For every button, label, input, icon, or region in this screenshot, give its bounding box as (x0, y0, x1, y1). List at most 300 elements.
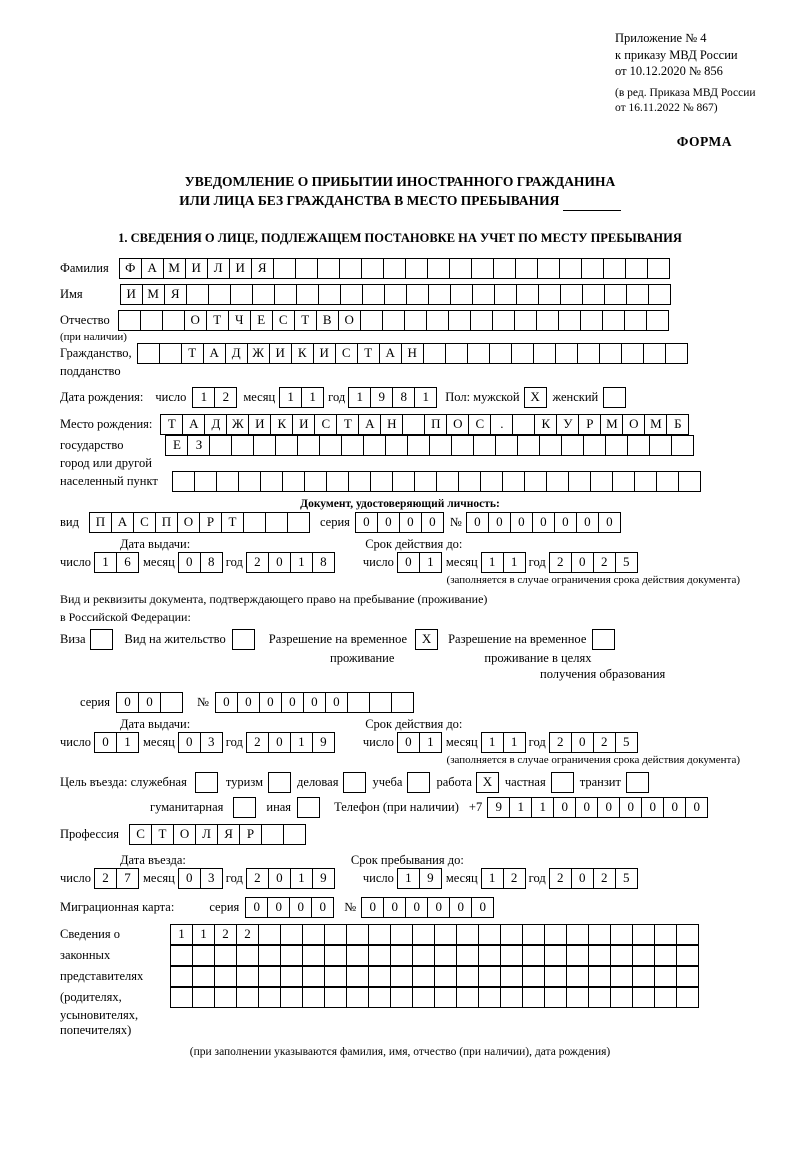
cell[interactable] (544, 945, 567, 966)
cell[interactable] (340, 284, 363, 305)
cell[interactable] (478, 966, 501, 987)
cell[interactable] (583, 435, 606, 456)
cell[interactable]: Ф (119, 258, 142, 279)
cell[interactable]: А (182, 414, 205, 435)
cell[interactable]: 0 (178, 868, 201, 889)
cell[interactable] (605, 435, 628, 456)
cell[interactable]: 2 (549, 732, 572, 753)
checkbox-purpose-private[interactable] (551, 772, 574, 793)
cell[interactable] (230, 284, 253, 305)
cell[interactable] (625, 258, 648, 279)
cell[interactable] (319, 435, 342, 456)
cell[interactable] (260, 471, 283, 492)
cell[interactable] (362, 284, 385, 305)
field-mig-number[interactable] (361, 897, 494, 918)
field-stay-year[interactable] (549, 868, 638, 889)
cell[interactable] (656, 471, 679, 492)
cell[interactable]: С (272, 310, 295, 331)
cell[interactable]: 2 (214, 924, 237, 945)
cell[interactable] (643, 343, 666, 364)
cell[interactable]: Т (294, 310, 317, 331)
cell[interactable]: 0 (268, 732, 291, 753)
cell[interactable]: 0 (116, 692, 139, 713)
cell[interactable] (560, 284, 583, 305)
field-birthplace-row-3[interactable] (172, 471, 701, 492)
cell[interactable]: 9 (312, 732, 335, 753)
cell[interactable]: А (111, 512, 134, 533)
cell[interactable]: 1 (503, 552, 526, 573)
cell[interactable] (324, 924, 347, 945)
cell[interactable] (172, 471, 195, 492)
cell[interactable] (414, 471, 437, 492)
cell[interactable] (581, 258, 604, 279)
field-permit-issue-day[interactable] (94, 732, 139, 753)
cell[interactable] (602, 310, 625, 331)
cell[interactable]: Н (401, 343, 424, 364)
cell[interactable] (555, 343, 578, 364)
cell[interactable]: 0 (138, 692, 161, 713)
cell[interactable] (489, 343, 512, 364)
cell[interactable]: 3 (200, 868, 223, 889)
cell[interactable]: 0 (268, 868, 291, 889)
cell[interactable] (522, 945, 545, 966)
cell[interactable]: С (133, 512, 156, 533)
field-permit-number[interactable] (215, 692, 414, 713)
cell[interactable]: 0 (311, 897, 334, 918)
cell[interactable] (467, 343, 490, 364)
cell[interactable] (478, 945, 501, 966)
cell[interactable] (265, 512, 288, 533)
cell[interactable] (137, 343, 160, 364)
field-permit-valid-day[interactable] (397, 732, 442, 753)
cell[interactable] (559, 258, 582, 279)
cell[interactable]: 0 (259, 692, 282, 713)
cell[interactable]: 0 (178, 732, 201, 753)
cell[interactable]: 0 (383, 897, 406, 918)
cell[interactable] (412, 987, 435, 1008)
field-entry-day[interactable] (94, 868, 139, 889)
cell[interactable] (590, 471, 613, 492)
cell[interactable]: 9 (487, 797, 510, 818)
cell[interactable] (434, 987, 457, 1008)
cell[interactable]: 2 (246, 868, 269, 889)
cell[interactable] (318, 284, 341, 305)
cell[interactable] (282, 471, 305, 492)
cell[interactable] (480, 471, 503, 492)
checkbox-temp-residence[interactable]: Х (415, 629, 438, 650)
cell[interactable]: 0 (94, 732, 117, 753)
checkbox-purpose-transit[interactable] (626, 772, 649, 793)
cell[interactable] (544, 987, 567, 1008)
cell[interactable]: И (229, 258, 252, 279)
cell[interactable] (495, 435, 518, 456)
cell[interactable]: И (292, 414, 315, 435)
cell[interactable] (515, 258, 538, 279)
checkbox-purpose-study[interactable] (407, 772, 430, 793)
cell[interactable] (407, 435, 430, 456)
cell[interactable]: 0 (488, 512, 511, 533)
cell[interactable]: В (316, 310, 339, 331)
field-issue-day[interactable] (94, 552, 139, 573)
cell[interactable]: 0 (427, 897, 450, 918)
cell[interactable] (370, 471, 393, 492)
cell[interactable] (603, 258, 626, 279)
cell[interactable] (253, 435, 276, 456)
cell[interactable]: П (155, 512, 178, 533)
cell[interactable]: 0 (598, 512, 621, 533)
cell[interactable] (588, 987, 611, 1008)
cell[interactable] (610, 945, 633, 966)
cell[interactable]: Ж (247, 343, 270, 364)
cell[interactable]: 0 (289, 897, 312, 918)
cell[interactable]: Л (195, 824, 218, 845)
cell[interactable] (473, 435, 496, 456)
cell[interactable]: 0 (377, 512, 400, 533)
cell[interactable] (434, 924, 457, 945)
cell[interactable] (159, 343, 182, 364)
cell[interactable] (186, 284, 209, 305)
cell[interactable]: 0 (663, 797, 686, 818)
cell[interactable] (654, 987, 677, 1008)
cell[interactable]: 1 (290, 868, 313, 889)
cell[interactable]: 0 (571, 868, 594, 889)
cell[interactable] (610, 987, 633, 1008)
field-citizenship[interactable] (137, 343, 688, 364)
cell[interactable] (363, 435, 386, 456)
cell[interactable] (678, 471, 701, 492)
cell[interactable]: 0 (553, 797, 576, 818)
cell[interactable]: 0 (532, 512, 555, 533)
cell[interactable] (302, 987, 325, 1008)
cell[interactable] (632, 966, 655, 987)
cell[interactable] (287, 512, 310, 533)
cell[interactable] (436, 471, 459, 492)
cell[interactable] (243, 512, 266, 533)
cell[interactable]: Ч (228, 310, 251, 331)
cell[interactable]: 1 (481, 868, 504, 889)
cell[interactable]: 0 (355, 512, 378, 533)
cell[interactable]: Д (225, 343, 248, 364)
cell[interactable]: П (89, 512, 112, 533)
cell[interactable]: 5 (615, 732, 638, 753)
cell[interactable] (522, 924, 545, 945)
cell[interactable] (632, 987, 655, 1008)
cell[interactable] (434, 966, 457, 987)
cell[interactable]: К (270, 414, 293, 435)
cell[interactable]: О (622, 414, 645, 435)
field-birth-month[interactable] (279, 387, 324, 408)
cell[interactable] (450, 284, 473, 305)
cell[interactable]: 2 (503, 868, 526, 889)
cell[interactable]: 7 (116, 868, 139, 889)
cell[interactable]: О (177, 512, 200, 533)
cell[interactable] (280, 966, 303, 987)
field-issue-year[interactable] (246, 552, 335, 573)
cell[interactable] (566, 924, 589, 945)
cell[interactable] (665, 343, 688, 364)
checkbox-purpose-official[interactable] (195, 772, 218, 793)
cell[interactable] (360, 310, 383, 331)
checkbox-visa[interactable] (90, 629, 113, 650)
cell[interactable]: Е (250, 310, 273, 331)
cell[interactable] (405, 258, 428, 279)
cell[interactable] (231, 435, 254, 456)
field-permit-valid-month[interactable] (481, 732, 526, 753)
cell[interactable] (324, 966, 347, 987)
cell[interactable] (208, 284, 231, 305)
field-birthplace-row-1[interactable] (160, 414, 689, 435)
checkbox-residence[interactable] (232, 629, 255, 650)
cell[interactable]: 2 (236, 924, 259, 945)
cell[interactable] (621, 343, 644, 364)
cell[interactable] (470, 310, 493, 331)
cell[interactable] (392, 471, 415, 492)
cell[interactable] (216, 471, 239, 492)
cell[interactable] (566, 966, 589, 987)
cell[interactable]: 3 (200, 732, 223, 753)
cell[interactable]: 0 (571, 552, 594, 573)
cell[interactable] (500, 924, 523, 945)
cell[interactable] (648, 284, 671, 305)
cell[interactable]: 1 (290, 552, 313, 573)
cell[interactable]: 0 (471, 897, 494, 918)
cell[interactable] (384, 284, 407, 305)
cell[interactable] (492, 310, 515, 331)
cell[interactable]: Т (221, 512, 244, 533)
cell[interactable] (236, 945, 259, 966)
cell[interactable] (383, 258, 406, 279)
cell[interactable]: Д (204, 414, 227, 435)
cell[interactable] (458, 471, 481, 492)
field-entry-year[interactable] (246, 868, 335, 889)
cell[interactable] (445, 343, 468, 364)
cell[interactable] (449, 258, 472, 279)
cell[interactable] (238, 471, 261, 492)
cell[interactable]: 0 (399, 512, 422, 533)
cell[interactable]: Я (217, 824, 240, 845)
checkbox-purpose-business[interactable] (343, 772, 366, 793)
cell[interactable]: 1 (192, 924, 215, 945)
field-legal-rep-row-4[interactable] (170, 987, 699, 1008)
cell[interactable] (566, 987, 589, 1008)
cell[interactable] (627, 435, 650, 456)
cell[interactable]: Б (666, 414, 689, 435)
cell[interactable]: 1 (397, 868, 420, 889)
cell[interactable]: О (184, 310, 207, 331)
cell[interactable] (646, 310, 669, 331)
cell[interactable] (369, 692, 392, 713)
cell[interactable] (170, 945, 193, 966)
cell[interactable] (429, 435, 452, 456)
cell[interactable]: 5 (615, 868, 638, 889)
field-permit-issue-month[interactable] (178, 732, 223, 753)
cell[interactable]: 2 (246, 552, 269, 573)
cell[interactable]: 6 (116, 552, 139, 573)
field-legal-rep-row-3[interactable] (170, 966, 699, 987)
cell[interactable]: 2 (94, 868, 117, 889)
cell[interactable] (390, 924, 413, 945)
checkbox-purpose-humanitarian[interactable] (233, 797, 256, 818)
cell[interactable]: 0 (361, 897, 384, 918)
cell[interactable] (390, 945, 413, 966)
cell[interactable] (162, 310, 185, 331)
cell[interactable]: 2 (214, 387, 237, 408)
cell[interactable] (326, 471, 349, 492)
cell[interactable]: 0 (397, 732, 420, 753)
cell[interactable]: 1 (419, 552, 442, 573)
cell[interactable] (676, 945, 699, 966)
cell[interactable] (346, 966, 369, 987)
cell[interactable] (295, 258, 318, 279)
cell[interactable]: 0 (405, 897, 428, 918)
field-entry-month[interactable] (178, 868, 223, 889)
cell[interactable]: 1 (509, 797, 532, 818)
cell[interactable]: С (314, 414, 337, 435)
field-stay-month[interactable] (481, 868, 526, 889)
cell[interactable] (517, 435, 540, 456)
cell[interactable] (539, 435, 562, 456)
cell[interactable]: О (338, 310, 361, 331)
cell[interactable]: 9 (312, 868, 335, 889)
cell[interactable] (533, 343, 556, 364)
cell[interactable]: А (141, 258, 164, 279)
cell[interactable]: 0 (215, 692, 238, 713)
cell[interactable]: 1 (279, 387, 302, 408)
cell[interactable] (304, 471, 327, 492)
cell[interactable]: К (291, 343, 314, 364)
cell[interactable]: 0 (449, 897, 472, 918)
cell[interactable] (391, 692, 414, 713)
cell[interactable] (612, 471, 635, 492)
cell[interactable] (588, 924, 611, 945)
cell[interactable]: 1 (94, 552, 117, 573)
cell[interactable] (478, 924, 501, 945)
cell[interactable] (493, 258, 516, 279)
cell[interactable]: Н (380, 414, 403, 435)
cell[interactable]: Р (239, 824, 262, 845)
cell[interactable] (258, 966, 281, 987)
cell[interactable]: 1 (170, 924, 193, 945)
cell[interactable]: 0 (466, 512, 489, 533)
cell[interactable]: 1 (116, 732, 139, 753)
cell[interactable]: М (142, 284, 165, 305)
cell[interactable]: 2 (246, 732, 269, 753)
cell[interactable] (404, 310, 427, 331)
cell[interactable] (610, 966, 633, 987)
cell[interactable] (544, 924, 567, 945)
checkbox-purpose-work[interactable]: Х (476, 772, 499, 793)
cell[interactable] (346, 987, 369, 1008)
cell[interactable]: О (446, 414, 469, 435)
cell[interactable] (500, 945, 523, 966)
cell[interactable] (538, 284, 561, 305)
cell[interactable]: 0 (571, 732, 594, 753)
cell[interactable]: Т (357, 343, 380, 364)
cell[interactable] (382, 310, 405, 331)
cell[interactable] (390, 987, 413, 1008)
cell[interactable]: 2 (593, 732, 616, 753)
cell[interactable] (647, 258, 670, 279)
cell[interactable]: Р (578, 414, 601, 435)
cell[interactable]: А (379, 343, 402, 364)
field-legal-rep-row-2[interactable] (170, 945, 699, 966)
cell[interactable] (676, 966, 699, 987)
field-doc-type[interactable] (89, 512, 310, 533)
cell[interactable] (537, 258, 560, 279)
field-phone[interactable] (487, 797, 708, 818)
cell[interactable]: 1 (503, 732, 526, 753)
cell[interactable] (522, 966, 545, 987)
cell[interactable]: Р (199, 512, 222, 533)
checkbox-male[interactable]: Х (524, 387, 547, 408)
cell[interactable] (544, 966, 567, 987)
cell[interactable] (192, 966, 215, 987)
cell[interactable]: С (468, 414, 491, 435)
cell[interactable] (296, 284, 319, 305)
cell[interactable]: А (203, 343, 226, 364)
cell[interactable] (654, 966, 677, 987)
field-profession[interactable] (129, 824, 306, 845)
cell[interactable] (472, 284, 495, 305)
cell[interactable] (302, 924, 325, 945)
cell[interactable] (209, 435, 232, 456)
cell[interactable]: С (335, 343, 358, 364)
cell[interactable] (654, 945, 677, 966)
cell[interactable] (170, 987, 193, 1008)
cell[interactable]: 1 (531, 797, 554, 818)
field-doc-number[interactable] (466, 512, 621, 533)
cell[interactable]: 0 (554, 512, 577, 533)
cell[interactable]: 0 (421, 512, 444, 533)
cell[interactable] (511, 343, 534, 364)
cell[interactable] (676, 987, 699, 1008)
cell[interactable] (258, 924, 281, 945)
cell[interactable] (634, 471, 657, 492)
cell[interactable]: И (313, 343, 336, 364)
cell[interactable] (302, 966, 325, 987)
cell[interactable] (649, 435, 672, 456)
cell[interactable] (423, 343, 446, 364)
cell[interactable] (346, 945, 369, 966)
cell[interactable] (536, 310, 559, 331)
cell[interactable] (512, 414, 535, 435)
cell[interactable] (494, 284, 517, 305)
cell[interactable] (654, 924, 677, 945)
cell[interactable]: 2 (549, 868, 572, 889)
cell[interactable] (577, 343, 600, 364)
field-birth-day[interactable] (192, 387, 237, 408)
cell[interactable] (160, 692, 183, 713)
cell[interactable]: 0 (641, 797, 664, 818)
cell[interactable]: У (556, 414, 579, 435)
cell[interactable] (624, 310, 647, 331)
cell[interactable]: 0 (576, 512, 599, 533)
cell[interactable] (275, 435, 298, 456)
cell[interactable]: 1 (481, 552, 504, 573)
cell[interactable] (502, 471, 525, 492)
field-patronymic[interactable] (118, 310, 669, 331)
cell[interactable] (258, 945, 281, 966)
field-legal-rep-row-1[interactable] (170, 924, 699, 945)
cell[interactable] (347, 692, 370, 713)
cell[interactable] (582, 284, 605, 305)
cell[interactable]: 0 (245, 897, 268, 918)
cell[interactable]: К (534, 414, 557, 435)
cell[interactable] (192, 987, 215, 1008)
cell[interactable] (610, 924, 633, 945)
cell[interactable] (280, 987, 303, 1008)
cell[interactable]: А (358, 414, 381, 435)
